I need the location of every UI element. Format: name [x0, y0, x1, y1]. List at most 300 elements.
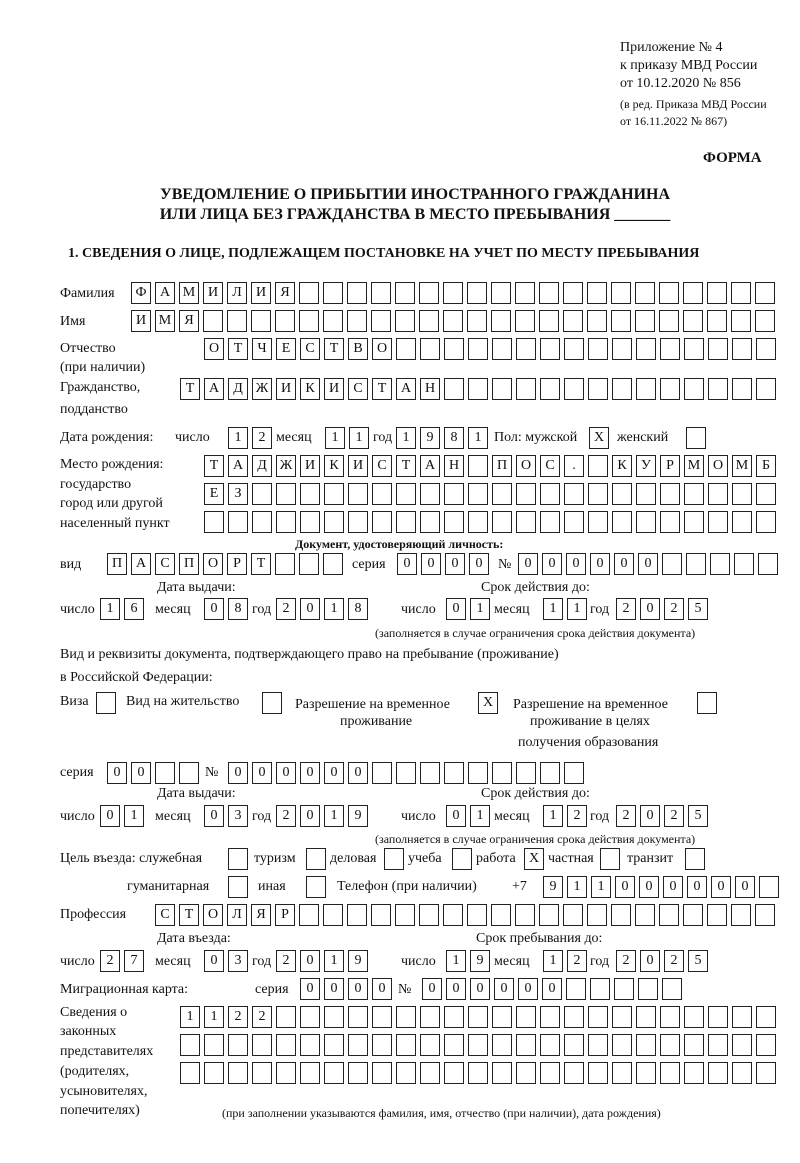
char-cell[interactable] — [588, 1062, 608, 1084]
char-cell[interactable] — [251, 310, 271, 332]
char-cell[interactable] — [420, 1034, 440, 1056]
char-cell[interactable] — [710, 553, 730, 575]
char-cell[interactable] — [708, 483, 728, 505]
char-cell[interactable] — [563, 904, 583, 926]
char-cell[interactable] — [611, 310, 631, 332]
char-cell[interactable]: Е — [276, 338, 296, 360]
char-cell[interactable] — [252, 1062, 272, 1084]
char-cell[interactable] — [515, 310, 535, 332]
char-cell[interactable] — [347, 904, 367, 926]
char-cell[interactable] — [419, 310, 439, 332]
char-cell[interactable]: С — [155, 904, 175, 926]
char-cell[interactable] — [755, 310, 775, 332]
char-cell[interactable] — [396, 483, 416, 505]
char-cell[interactable]: Я — [275, 282, 295, 304]
char-cell[interactable] — [612, 338, 632, 360]
char-cell[interactable]: Т — [228, 338, 248, 360]
char-cell[interactable] — [444, 1006, 464, 1028]
char-cell[interactable] — [180, 1034, 200, 1056]
char-cell[interactable]: И — [131, 310, 151, 332]
char-cell[interactable] — [396, 1034, 416, 1056]
char-cell[interactable] — [588, 455, 608, 477]
char-cell[interactable] — [347, 282, 367, 304]
char-cell[interactable]: 2 — [252, 427, 272, 449]
char-cell[interactable] — [756, 1062, 776, 1084]
char-cell[interactable]: X — [589, 427, 609, 449]
char-cell[interactable]: 0 — [300, 598, 320, 620]
char-cell[interactable] — [731, 904, 751, 926]
char-cell[interactable] — [707, 282, 727, 304]
char-cell[interactable]: 0 — [372, 978, 392, 1000]
char-cell[interactable]: С — [372, 455, 392, 477]
char-cell[interactable] — [734, 553, 754, 575]
char-cell[interactable] — [492, 378, 512, 400]
char-cell[interactable] — [324, 1034, 344, 1056]
char-cell[interactable]: 2 — [276, 805, 296, 827]
char-cell[interactable] — [660, 483, 680, 505]
char-cell[interactable] — [299, 904, 319, 926]
char-cell[interactable]: К — [324, 455, 344, 477]
char-cell[interactable]: Б — [756, 455, 776, 477]
char-cell[interactable] — [660, 378, 680, 400]
char-cell[interactable] — [564, 1034, 584, 1056]
char-cell[interactable]: 1 — [543, 598, 563, 620]
char-cell[interactable]: Т — [396, 455, 416, 477]
char-cell[interactable] — [540, 511, 560, 533]
char-cell[interactable] — [371, 310, 391, 332]
char-cell[interactable]: 0 — [300, 978, 320, 1000]
char-cell[interactable]: 0 — [638, 553, 658, 575]
char-cell[interactable] — [276, 1034, 296, 1056]
char-cell[interactable] — [684, 338, 704, 360]
char-cell[interactable] — [515, 904, 535, 926]
char-cell[interactable] — [756, 1034, 776, 1056]
char-cell[interactable]: 0 — [446, 598, 466, 620]
char-cell[interactable]: Д — [252, 455, 272, 477]
char-cell[interactable]: 0 — [131, 762, 151, 784]
char-cell[interactable]: 7 — [124, 950, 144, 972]
char-cell[interactable]: Д — [228, 378, 248, 400]
char-cell[interactable] — [636, 378, 656, 400]
char-cell[interactable] — [732, 483, 752, 505]
char-cell[interactable]: 2 — [276, 598, 296, 620]
char-cell[interactable]: А — [396, 378, 416, 400]
char-cell[interactable] — [468, 1034, 488, 1056]
char-cell[interactable] — [612, 1006, 632, 1028]
char-cell[interactable] — [444, 338, 464, 360]
char-cell[interactable] — [635, 904, 655, 926]
char-cell[interactable]: 1 — [396, 427, 416, 449]
char-cell[interactable]: Т — [180, 378, 200, 400]
char-cell[interactable] — [588, 338, 608, 360]
char-cell[interactable] — [516, 511, 536, 533]
char-cell[interactable] — [492, 338, 512, 360]
char-cell[interactable] — [612, 1034, 632, 1056]
char-cell[interactable] — [588, 378, 608, 400]
char-cell[interactable] — [612, 511, 632, 533]
char-cell[interactable]: И — [300, 455, 320, 477]
char-cell[interactable] — [299, 310, 319, 332]
char-cell[interactable] — [372, 762, 392, 784]
char-cell[interactable]: 1 — [567, 598, 587, 620]
char-cell[interactable] — [683, 904, 703, 926]
char-cell[interactable]: 2 — [616, 598, 636, 620]
char-cell[interactable] — [384, 848, 404, 870]
char-cell[interactable] — [564, 511, 584, 533]
char-cell[interactable] — [228, 1034, 248, 1056]
char-cell[interactable] — [540, 1062, 560, 1084]
char-cell[interactable]: 0 — [300, 950, 320, 972]
char-cell[interactable] — [539, 310, 559, 332]
char-cell[interactable] — [276, 483, 296, 505]
char-cell[interactable] — [204, 511, 224, 533]
char-cell[interactable] — [756, 338, 776, 360]
char-cell[interactable]: 1 — [591, 876, 611, 898]
char-cell[interactable]: 1 — [468, 427, 488, 449]
char-cell[interactable]: 1 — [567, 876, 587, 898]
char-cell[interactable] — [600, 848, 620, 870]
char-cell[interactable] — [540, 378, 560, 400]
char-cell[interactable] — [685, 848, 705, 870]
char-cell[interactable] — [444, 762, 464, 784]
char-cell[interactable] — [588, 511, 608, 533]
char-cell[interactable] — [228, 511, 248, 533]
char-cell[interactable]: 6 — [124, 598, 144, 620]
char-cell[interactable] — [306, 848, 326, 870]
char-cell[interactable] — [732, 378, 752, 400]
char-cell[interactable]: 1 — [100, 598, 120, 620]
char-cell[interactable]: 1 — [543, 950, 563, 972]
char-cell[interactable]: Т — [251, 553, 271, 575]
char-cell[interactable] — [276, 1062, 296, 1084]
char-cell[interactable] — [204, 1062, 224, 1084]
char-cell[interactable]: С — [348, 378, 368, 400]
char-cell[interactable] — [179, 762, 199, 784]
char-cell[interactable]: У — [636, 455, 656, 477]
char-cell[interactable] — [300, 1006, 320, 1028]
char-cell[interactable]: Л — [227, 282, 247, 304]
char-cell[interactable] — [707, 904, 727, 926]
char-cell[interactable] — [660, 338, 680, 360]
char-cell[interactable] — [180, 1062, 200, 1084]
char-cell[interactable] — [708, 378, 728, 400]
char-cell[interactable] — [636, 1062, 656, 1084]
char-cell[interactable] — [756, 1006, 776, 1028]
char-cell[interactable] — [563, 310, 583, 332]
char-cell[interactable] — [684, 511, 704, 533]
char-cell[interactable] — [468, 511, 488, 533]
char-cell[interactable] — [444, 483, 464, 505]
char-cell[interactable]: 0 — [397, 553, 417, 575]
char-cell[interactable] — [611, 904, 631, 926]
char-cell[interactable]: Ч — [252, 338, 272, 360]
char-cell[interactable] — [732, 511, 752, 533]
char-cell[interactable] — [758, 553, 778, 575]
char-cell[interactable] — [686, 427, 706, 449]
char-cell[interactable] — [564, 1062, 584, 1084]
char-cell[interactable]: 2 — [276, 950, 296, 972]
char-cell[interactable] — [491, 904, 511, 926]
char-cell[interactable]: З — [228, 483, 248, 505]
char-cell[interactable] — [708, 1034, 728, 1056]
char-cell[interactable] — [755, 904, 775, 926]
char-cell[interactable] — [444, 511, 464, 533]
char-cell[interactable] — [564, 483, 584, 505]
char-cell[interactable]: 0 — [324, 978, 344, 1000]
char-cell[interactable]: Л — [227, 904, 247, 926]
char-cell[interactable] — [516, 1006, 536, 1028]
char-cell[interactable] — [420, 1062, 440, 1084]
char-cell[interactable] — [660, 1062, 680, 1084]
char-cell[interactable] — [756, 511, 776, 533]
char-cell[interactable]: О — [204, 338, 224, 360]
char-cell[interactable] — [492, 483, 512, 505]
char-cell[interactable]: Ж — [252, 378, 272, 400]
char-cell[interactable]: А — [131, 553, 151, 575]
char-cell[interactable] — [683, 310, 703, 332]
char-cell[interactable] — [516, 1062, 536, 1084]
char-cell[interactable] — [684, 1034, 704, 1056]
char-cell[interactable] — [443, 904, 463, 926]
char-cell[interactable] — [419, 282, 439, 304]
char-cell[interactable] — [420, 1006, 440, 1028]
char-cell[interactable] — [443, 310, 463, 332]
char-cell[interactable]: 0 — [204, 805, 224, 827]
char-cell[interactable] — [300, 511, 320, 533]
char-cell[interactable] — [468, 378, 488, 400]
char-cell[interactable] — [396, 1006, 416, 1028]
char-cell[interactable] — [659, 282, 679, 304]
char-cell[interactable] — [252, 511, 272, 533]
char-cell[interactable] — [686, 553, 706, 575]
char-cell[interactable] — [372, 1006, 392, 1028]
char-cell[interactable] — [228, 1062, 248, 1084]
char-cell[interactable] — [203, 310, 223, 332]
char-cell[interactable]: 9 — [470, 950, 490, 972]
char-cell[interactable] — [396, 511, 416, 533]
char-cell[interactable] — [516, 378, 536, 400]
char-cell[interactable]: 0 — [614, 553, 634, 575]
char-cell[interactable] — [204, 1034, 224, 1056]
char-cell[interactable] — [614, 978, 634, 1000]
char-cell[interactable] — [492, 1062, 512, 1084]
char-cell[interactable] — [300, 1034, 320, 1056]
char-cell[interactable]: Ф — [131, 282, 151, 304]
char-cell[interactable]: 8 — [348, 598, 368, 620]
char-cell[interactable]: 0 — [252, 762, 272, 784]
char-cell[interactable]: С — [540, 455, 560, 477]
char-cell[interactable] — [660, 1034, 680, 1056]
char-cell[interactable] — [348, 1062, 368, 1084]
char-cell[interactable]: Н — [444, 455, 464, 477]
char-cell[interactable]: Е — [204, 483, 224, 505]
char-cell[interactable] — [759, 876, 779, 898]
char-cell[interactable]: 0 — [542, 978, 562, 1000]
char-cell[interactable]: 0 — [204, 950, 224, 972]
char-cell[interactable]: 2 — [228, 1006, 248, 1028]
char-cell[interactable] — [419, 904, 439, 926]
char-cell[interactable]: 0 — [640, 598, 660, 620]
char-cell[interactable]: 0 — [446, 978, 466, 1000]
char-cell[interactable] — [300, 483, 320, 505]
char-cell[interactable]: 0 — [711, 876, 731, 898]
char-cell[interactable] — [708, 338, 728, 360]
char-cell[interactable]: О — [372, 338, 392, 360]
char-cell[interactable]: 1 — [325, 427, 345, 449]
char-cell[interactable] — [275, 553, 295, 575]
char-cell[interactable] — [420, 483, 440, 505]
char-cell[interactable] — [636, 1006, 656, 1028]
char-cell[interactable] — [540, 1034, 560, 1056]
char-cell[interactable]: 1 — [324, 598, 344, 620]
char-cell[interactable]: 0 — [446, 805, 466, 827]
char-cell[interactable]: 0 — [615, 876, 635, 898]
char-cell[interactable] — [684, 483, 704, 505]
char-cell[interactable] — [756, 378, 776, 400]
char-cell[interactable] — [468, 762, 488, 784]
char-cell[interactable] — [372, 511, 392, 533]
char-cell[interactable]: 5 — [688, 950, 708, 972]
char-cell[interactable] — [323, 904, 343, 926]
char-cell[interactable]: 0 — [639, 876, 659, 898]
char-cell[interactable]: 0 — [300, 805, 320, 827]
char-cell[interactable] — [684, 378, 704, 400]
char-cell[interactable] — [323, 282, 343, 304]
char-cell[interactable]: Т — [204, 455, 224, 477]
char-cell[interactable]: К — [300, 378, 320, 400]
char-cell[interactable]: М — [684, 455, 704, 477]
char-cell[interactable] — [323, 553, 343, 575]
char-cell[interactable]: 0 — [590, 553, 610, 575]
char-cell[interactable] — [252, 483, 272, 505]
char-cell[interactable] — [372, 483, 392, 505]
char-cell[interactable] — [300, 1062, 320, 1084]
char-cell[interactable]: 1 — [204, 1006, 224, 1028]
char-cell[interactable] — [731, 310, 751, 332]
char-cell[interactable] — [306, 876, 326, 898]
char-cell[interactable] — [299, 282, 319, 304]
char-cell[interactable]: М — [732, 455, 752, 477]
char-cell[interactable]: 2 — [616, 805, 636, 827]
char-cell[interactable] — [420, 338, 440, 360]
char-cell[interactable] — [587, 904, 607, 926]
char-cell[interactable]: 0 — [445, 553, 465, 575]
char-cell[interactable]: А — [228, 455, 248, 477]
char-cell[interactable]: 1 — [349, 427, 369, 449]
char-cell[interactable] — [467, 904, 487, 926]
char-cell[interactable] — [468, 338, 488, 360]
char-cell[interactable] — [708, 1062, 728, 1084]
char-cell[interactable] — [566, 978, 586, 1000]
char-cell[interactable] — [467, 310, 487, 332]
char-cell[interactable]: 1 — [228, 427, 248, 449]
char-cell[interactable] — [348, 483, 368, 505]
char-cell[interactable] — [444, 1062, 464, 1084]
char-cell[interactable]: 2 — [100, 950, 120, 972]
char-cell[interactable]: 1 — [543, 805, 563, 827]
char-cell[interactable] — [492, 1006, 512, 1028]
char-cell[interactable] — [660, 1006, 680, 1028]
char-cell[interactable]: М — [155, 310, 175, 332]
char-cell[interactable]: М — [179, 282, 199, 304]
char-cell[interactable]: 0 — [348, 762, 368, 784]
char-cell[interactable]: И — [276, 378, 296, 400]
char-cell[interactable]: 1 — [470, 805, 490, 827]
char-cell[interactable] — [372, 1062, 392, 1084]
char-cell[interactable]: 0 — [228, 762, 248, 784]
char-cell[interactable]: Р — [275, 904, 295, 926]
char-cell[interactable] — [276, 1006, 296, 1028]
char-cell[interactable] — [756, 483, 776, 505]
char-cell[interactable] — [276, 511, 296, 533]
char-cell[interactable]: 1 — [324, 950, 344, 972]
char-cell[interactable]: Р — [227, 553, 247, 575]
char-cell[interactable] — [564, 1006, 584, 1028]
char-cell[interactable] — [324, 1006, 344, 1028]
char-cell[interactable]: 2 — [664, 598, 684, 620]
char-cell[interactable]: Т — [324, 338, 344, 360]
char-cell[interactable] — [491, 310, 511, 332]
char-cell[interactable] — [660, 511, 680, 533]
char-cell[interactable]: 0 — [687, 876, 707, 898]
char-cell[interactable] — [396, 762, 416, 784]
char-cell[interactable] — [468, 1062, 488, 1084]
char-cell[interactable] — [731, 282, 751, 304]
char-cell[interactable]: 3 — [228, 805, 248, 827]
char-cell[interactable] — [155, 762, 175, 784]
char-cell[interactable] — [443, 282, 463, 304]
char-cell[interactable] — [420, 762, 440, 784]
char-cell[interactable] — [588, 483, 608, 505]
char-cell[interactable]: 5 — [688, 805, 708, 827]
char-cell[interactable]: Ж — [276, 455, 296, 477]
char-cell[interactable] — [540, 483, 560, 505]
char-cell[interactable]: 8 — [444, 427, 464, 449]
char-cell[interactable] — [659, 904, 679, 926]
char-cell[interactable] — [590, 978, 610, 1000]
char-cell[interactable]: 2 — [664, 805, 684, 827]
char-cell[interactable] — [324, 511, 344, 533]
char-cell[interactable]: 0 — [494, 978, 514, 1000]
char-cell[interactable] — [707, 310, 727, 332]
char-cell[interactable]: Р — [660, 455, 680, 477]
char-cell[interactable] — [347, 310, 367, 332]
char-cell[interactable] — [395, 904, 415, 926]
char-cell[interactable]: 0 — [204, 598, 224, 620]
char-cell[interactable] — [732, 1006, 752, 1028]
char-cell[interactable]: Т — [179, 904, 199, 926]
char-cell[interactable]: 2 — [567, 950, 587, 972]
char-cell[interactable]: X — [524, 848, 544, 870]
char-cell[interactable] — [636, 483, 656, 505]
char-cell[interactable] — [516, 762, 536, 784]
char-cell[interactable] — [228, 876, 248, 898]
char-cell[interactable]: 0 — [518, 553, 538, 575]
char-cell[interactable] — [732, 1034, 752, 1056]
char-cell[interactable] — [540, 338, 560, 360]
char-cell[interactable]: 5 — [688, 598, 708, 620]
char-cell[interactable]: 0 — [422, 978, 442, 1000]
char-cell[interactable] — [662, 553, 682, 575]
char-cell[interactable] — [468, 1006, 488, 1028]
char-cell[interactable]: 9 — [543, 876, 563, 898]
char-cell[interactable]: Т — [372, 378, 392, 400]
char-cell[interactable]: С — [155, 553, 175, 575]
char-cell[interactable]: О — [516, 455, 536, 477]
char-cell[interactable]: Я — [179, 310, 199, 332]
char-cell[interactable] — [611, 282, 631, 304]
char-cell[interactable]: 9 — [348, 805, 368, 827]
